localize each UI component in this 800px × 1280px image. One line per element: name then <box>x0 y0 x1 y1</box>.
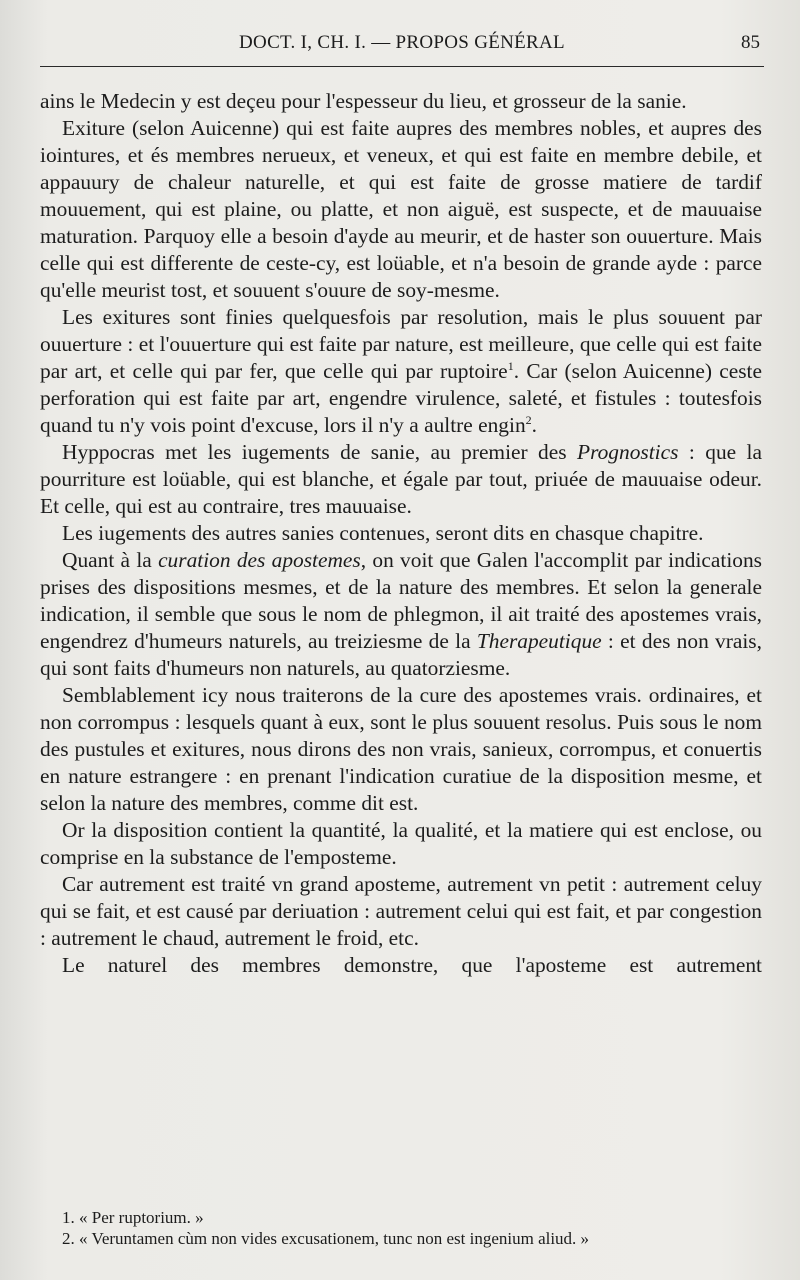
footnote-ref: 1 <box>507 358 514 373</box>
footnote: 1. « Per ruptorium. » <box>62 1208 204 1227</box>
footnote: 2. « Veruntamen cùm non vides excusationem, tunc non est ingenium aliud. » <box>62 1229 590 1248</box>
footnote-ref: 2 <box>525 412 532 427</box>
paragraph: ains le Medecin y est deçeu pour l'espesseur du lieu, et grosseur de la sanie. <box>40 89 687 113</box>
paragraph: Quant à la curation des apostemes, on voit que Galen l'accomplit par indications prises des dispositions mesmes, et de la nature des membres. Et selon la generale indication, il semble que sous le nom de phlegmon, il ait traité des apostemes vrais, engendrez d'humeurs naturels, au treiziesme de la Therapeutique : et des non vrais, qui sont faits d'humeurs non naturels, au quatorziesme. <box>40 548 763 680</box>
body-text <box>40 88 762 979</box>
paragraph: Hyppocras met les iugements de sanie, au premier des Prognostics : que la pourriture est loüable, qui est blanche, et égale par tout, priuée de mauuaise odeur. Et celle, qui est au contraire, tres mauuaise. <box>40 440 762 518</box>
footnotes <box>44 1207 764 1249</box>
paragraph: Car autrement est traité vn grand aposteme, autrement vn petit : autrement celuy qui se fait, et est causé par deriuation : autrement celui qui est fait, et par congestion : autrement le chaud, autrement le froid, etc. <box>40 872 762 950</box>
header-title: DOCT. I, CH. I. — PROPOS GÉNÉRAL <box>239 32 565 53</box>
running-header <box>40 30 764 67</box>
paragraph: Les exitures sont finies quelquesfois par resolution, mais le plus souuent par ouuerture : et l'ouuerture qui est faite par nature, est meilleure, que celle qui est faite par art, et celle qui par fer, que celle qui par ruptoire$^1$. Car (selon Auicenne) ceste perforation qui est faite par art, engendre virulence, saleté, et fistules : toutesfois quand tu n'y vois point d'excuse, lors il n'y a aultre engin$^2$. <box>40 305 762 437</box>
paragraph: Exiture (selon Auicenne) qui est faite aupres des membres nobles, et aupres des iointures, et és membres nerueux, et veneux, et qui est faite en membre debile, et appauury de chaleur naturelle, et qui est faite de grosse matiere de tardif mouuement, qui est plaine, ou platte, et non aiguë, est suspecte, et de mauuaise maturation. Parquoy elle a besoin d'ayde au meurir, et de haster son ouuerture. Mais celle qui est differente de ceste-cy, est loüable, et n'a besoin de grande ayde : parce qu'elle meurist tost, et souuent s'ouure de soy-mesme. <box>40 116 762 302</box>
paragraph: Or la disposition contient la quantité, la qualité, et la matiere qui est enclose, ou comprise en la substance de l'emposteme. <box>40 818 762 869</box>
paragraph: Semblablement icy nous traiterons de la cure des apostemes vrais. ordinaires, et non corrompus : lesquels quant à eux, sont le plus souuent resolus. Puis sous le nom des pustules et exitures, nous dirons des non vrais, sanieux, corrompus, et conuertis en nature estrangere : en prenant l'indication curatiue de la disposition mesme, et selon la nature des membres, comme dit est. <box>40 683 762 815</box>
paragraph: Le naturel des membres demonstre, que l'aposteme est autrement <box>62 953 762 977</box>
paragraph: Les iugements des autres sanies contenues, seront dits en chasque chapitre. <box>62 521 704 545</box>
page-number: 85 <box>741 32 760 53</box>
